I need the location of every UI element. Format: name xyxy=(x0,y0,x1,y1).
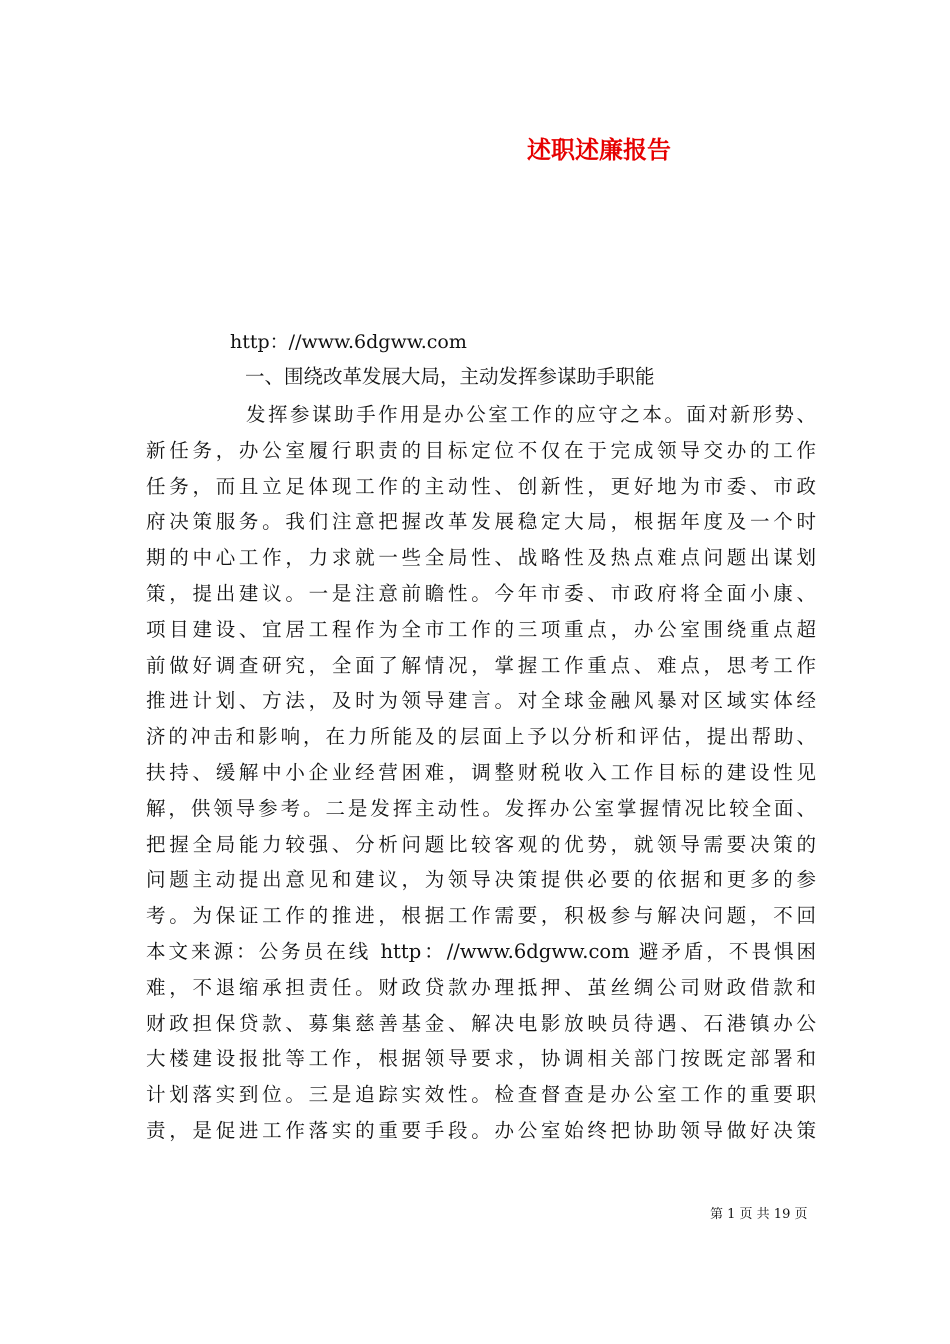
body-line: 考。为保证工作的推进，根据工作需要，积极参与解决问题，不回 xyxy=(146,904,816,928)
body-line: 发挥参谋助手作用是办公室工作的应守之本。面对新形势、 xyxy=(246,403,816,426)
body-line: 大楼建设报批等工作，根据领导要求，协调相关部门按既定部署和 xyxy=(146,1047,816,1071)
body-line: 扶持、缓解中小企业经营困难，调整财税收入工作目标的建设性见 xyxy=(146,760,816,784)
page-number-footer: 第 1 页 共 19 页 xyxy=(710,1207,808,1222)
document-title: 述职述廉报告 xyxy=(527,135,671,164)
body-line: 项目建设、宜居工程作为全市工作的三项重点，办公室围绕重点超 xyxy=(146,617,816,641)
body-line: 策，提出建议。一是注意前瞻性。今年市委、市政府将全面小康、 xyxy=(146,581,816,605)
body-line: 新任务，办公室履行职责的目标定位不仅在于完成领导交办的工作 xyxy=(146,438,816,462)
body-line: 济的冲击和影响，在力所能及的层面上予以分析和评估，提出帮助、 xyxy=(146,725,816,749)
section-heading: 一、围绕改革发展大局，主动发挥参谋助手职能 xyxy=(245,365,655,388)
body-line: 难，不退缩承担责任。财政贷款办理抵押、茧丝绸公司财政借款和 xyxy=(146,975,816,999)
body-line: 推进计划、方法，及时为领导建言。对全球金融风暴对区域实体经 xyxy=(146,689,816,713)
body-line: 府决策服务。我们注意把握改革发展稳定大局，根据年度及一个时 xyxy=(146,510,816,534)
body-line: 本文来源：公务员在线 http：//www.6dgww.com 避矛盾，不畏惧困 xyxy=(146,939,816,963)
body-line: 任务，而且立足体现工作的主动性、创新性，更好地为市委、市政 xyxy=(146,474,816,498)
body-line: 财政担保贷款、募集慈善基金、解决电影放映员待遇、石港镇办公 xyxy=(146,1011,816,1035)
body-line: 问题主动提出意见和建议，为领导决策提供必要的依据和更多的参 xyxy=(146,868,816,892)
body-line: 前做好调查研究，全面了解情况，掌握工作重点、难点，思考工作 xyxy=(146,653,816,677)
body-line: 把握全局能力较强、分析问题比较客观的优势，就领导需要决策的 xyxy=(146,832,816,856)
body-line: 解，供领导参考。二是发挥主动性。发挥办公室掌握情况比较全面、 xyxy=(146,796,816,820)
body-line: 期的中心工作，力求就一些全局性、战略性及热点难点问题出谋划 xyxy=(146,546,816,570)
body-line: 计划落实到位。三是追踪实效性。检查督查是办公室工作的重要职 xyxy=(146,1083,816,1107)
source-url-line: http：//www.6dgww.com xyxy=(230,331,467,353)
body-paragraph xyxy=(146,397,816,1149)
body-line: 责，是促进工作落实的重要手段。办公室始终把协助领导做好决策 xyxy=(146,1118,816,1142)
